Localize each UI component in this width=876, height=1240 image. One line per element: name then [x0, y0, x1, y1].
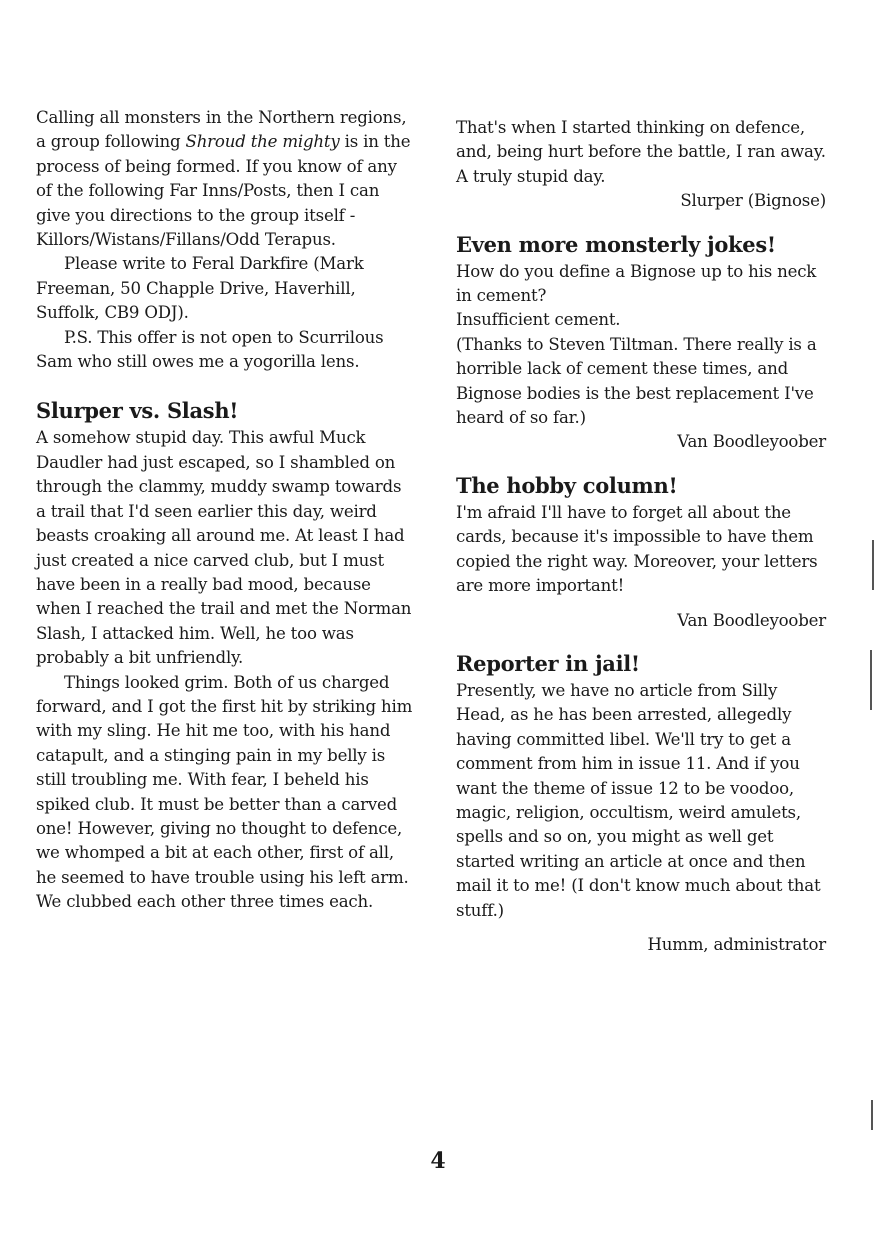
page-number: 4: [430, 1148, 446, 1174]
slurper-heading: Slurper vs. Slash!: [36, 398, 239, 424]
intro-paragraph: [36, 106, 414, 252]
intro-text-end: is in the process of being formed. If you know of any of the following Far Inns/Posts, then I can give you directions to the group itself - Killors/Wistans/Fillans/Odd Terapus.: [36, 132, 411, 250]
reporter-signature: Humm, administrator: [647, 934, 826, 954]
signature-gap: [456, 923, 826, 933]
contact-paragraph: Please write to Feral Darkfire (Mark Freeman, 50 Chapple Drive, Haverhill, Suffolk, CB9 ODJ).: [36, 254, 364, 323]
section-gap: [36, 374, 414, 396]
scan-edge-mark: [872, 540, 874, 590]
jokes-signature: Van Boodleyoober: [677, 432, 826, 452]
hobby-paragraph: I'm afraid I'll have to forget all about the cards, because it's impossible to have them copied the right way. Moreover, your letters are more important!: [456, 502, 818, 596]
section-gap: [456, 455, 826, 471]
scan-edge-mark: [871, 1100, 873, 1130]
section-gap: [456, 214, 826, 230]
section-gap: [456, 633, 826, 649]
slurper-signature: Slurper (Bignose): [680, 191, 826, 211]
joke-question: How do you define a Bignose up to his neck in cement?: [456, 261, 817, 306]
joke-note: (Thanks to Steven Tiltman. There really is a horrible lack of cement these times, and Bignose bodies is the best replacement I've heard of so far.): [456, 334, 817, 428]
slurper-paragraph-2: Things looked grim. Both of us charged forward, and I got the first hit by striking him with my sling. He hit me too, with his hand catapult, and a stinging pain in my belly is still troubling me. With fear, I beheld his spiked club. It must be better than a carved one! However, giving no thought to defence, we whomped a bit at each other, first of all, he seemed to have trouble using his left arm. We clubbed each other three times each.: [36, 672, 413, 912]
jokes-heading: Even more monsterly jokes!: [456, 231, 776, 257]
hobby-heading: The hobby column!: [456, 472, 678, 498]
intro-text-start: Calling all monsters in the Northern regions, a group following: [36, 108, 407, 152]
joke-answer: Insufficient cement.: [456, 310, 621, 330]
reporter-heading: Reporter in jail!: [456, 650, 640, 676]
hobby-signature: Van Boodleyoober: [677, 610, 826, 630]
postscript-paragraph: P.S. This offer is not open to Scurrilous Sam who still owes me a yogorilla lens.: [36, 327, 384, 372]
group-name-italic: Shroud the mighty: [185, 132, 340, 152]
right-column: [456, 116, 826, 957]
signature-gap: [456, 599, 826, 609]
reporter-paragraph: Presently, we have no article from Silly Head, as he has been arrested, allegedly having committed libel. We'll try to get a comment from him in issue 11. And if you want the theme of issue 12 to be voodoo, magic, religion, occultism, weird amulets, spells and so on, you might as well get started writing an article at once and then mail it to me! (I don't know much about that stuff.): [456, 680, 821, 920]
scan-edge-mark: [870, 650, 872, 710]
slurper-paragraph-1: A somehow stupid day. This awful Muck Daudler had just escaped, so I shambled on through the clammy, muddy swamp towards a trail that I'd seen earlier this day, weird beasts croaking all around me. At least I had just created a nice carved club, but I must have been in a really bad mood, because when I reached the trail and met the Norman Slash, I attacked him. Well, he too was probably a bit unfriendly.: [36, 428, 412, 668]
slurper-continued-paragraph: That's when I started thinking on defence, and, being hurt before the battle, I ran away. A truly stupid day.: [456, 118, 826, 186]
left-column: [36, 106, 414, 915]
